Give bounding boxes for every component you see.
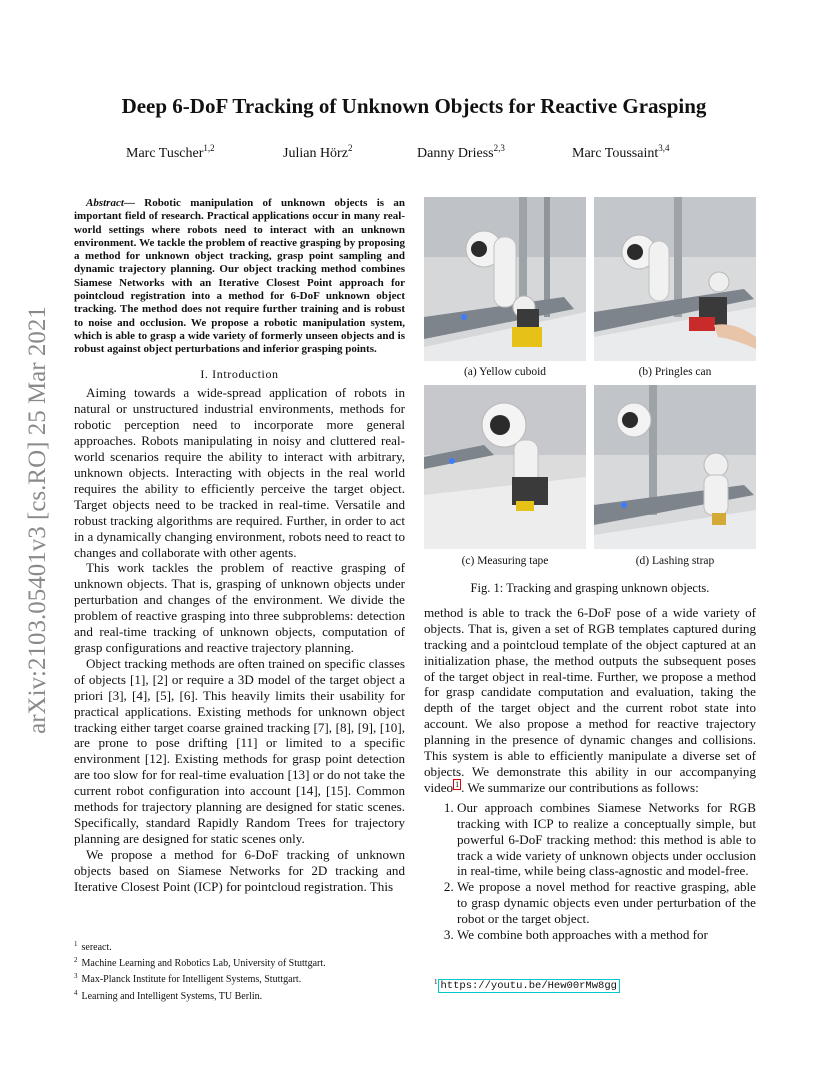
- author-list: [80, 143, 748, 165]
- footnote-reference-link[interactable]: 1: [455, 779, 460, 789]
- body-paragraph: Object tracking methods are often trained on specific classes of objects [1], [2] or require a 3D model of the target object a priori [3], [4], [5], [6]. This heavily limits their usability for practical applications. Existing methods for unknown object tracking either target coarse grained tracking [7], [8], [9], [10], are prone to pose drifting [11] or limited to a specific environment [12]. Existing methods for grasp point detection are too slow for for real-time evaluation [13] or do not take the current robot configuration into account [14], [15]. Common methods for trajectory planning are designed for static scenes. Specifically, standard Rapidly Random Trees for trajectory planning are designed for static scenes only.: [74, 655, 405, 846]
- footnote: [74, 970, 405, 986]
- photo-measuring-tape: [424, 385, 586, 549]
- video-footnote: [434, 978, 620, 992]
- footnote-text: sereact.: [81, 942, 112, 953]
- paper-title: Deep 6-DoF Tracking of Unknown Objects for Reactive Grasping: [121, 94, 707, 118]
- author: [417, 143, 505, 162]
- body-text: method is able to track the 6-DoF pose of a wide variety of objects. That is, given a set of RGB templates captured during tracking and a pointcloud template of the object captured at an initialization phase, the method outputs the subsequent poses of the target object in real-time. Further, we propose a method for grasp candidate computation and evaluation, taking the depth of the target object and the current robot state into account. We also propose a method for reactive trajectory planning in the presence of dynamic changes and collisions. This system is able to efficiently manipulate a diverse set of objects. We demonstrate this ability in our accompanying video: [424, 604, 756, 795]
- footnote-mark: 2: [74, 956, 78, 965]
- subcaption-a: (a) Yellow cuboid: [463, 366, 547, 378]
- left-column: [74, 197, 405, 894]
- body-paragraph: We propose a method for 6-DoF tracking of unknown objects based on Siamese Networks for 2D tracking and Iterative Closest Point (ICP) for pointcloud registration. This: [74, 846, 405, 894]
- abstract: [74, 197, 405, 357]
- author-name: Marc Toussaint: [572, 146, 659, 161]
- abstract-label: Abstract: [86, 197, 124, 209]
- video-link[interactable]: https://youtu.be/Hew00rMw8gg: [438, 979, 620, 993]
- figure-grid: [424, 197, 756, 575]
- subcaption-b: (b) Pringles can: [638, 366, 712, 378]
- footnote: [74, 987, 405, 1003]
- footnotes: [74, 938, 405, 1003]
- body-paragraph: Aiming towards a wide-spread application of robots in natural or unstructured industrial environments, methods for robotic perception need to incorporate more general approaches. Robots manipulating in noisy and cluttered real-world scenarios require the ability to interact with arbitrary, unknown objects. Interacting with objects in the real world requires the ability to efficiently perceive the target object. Target objects need to be tracked in real-time. Versatile and robust tracking algorithms are required. Further, in order to act in a dynamically changing environment, robots need to react to changes and collaborate with other agents.: [74, 385, 405, 560]
- photo-yellow-cuboid: [424, 197, 586, 361]
- list-item: 2. We propose a novel method for reactive grasping, able to grasp dynamic objects even under perturbation of the robot or the target object.: [457, 879, 756, 927]
- author: [126, 143, 215, 162]
- author-affiliation: 2: [347, 143, 353, 153]
- photo-lashing-strap: [594, 385, 756, 549]
- body-text: . We summarize our contributions as follows:: [461, 779, 699, 795]
- footnote-mark: 1: [74, 940, 78, 948]
- list-item: 1. Our approach combines Siamese Networks for RGB tracking with ICP to realize a conceptually simple, but powerful 6-DoF tracking method: this method is able to track a wide variety of unknown objects under occlusion in real-time, while being class-agnostic and model-free.: [457, 800, 756, 880]
- contributions-list: [424, 800, 756, 943]
- footnote-mark: 1: [434, 978, 438, 986]
- footnote-text: Max-Planck Institute for Intelligent Systems, Stuttgart.: [81, 974, 302, 986]
- author-affiliation: 3,4: [658, 143, 670, 153]
- author: [283, 143, 352, 162]
- footnote-text: Learning and Intelligent Systems, TU Berlin.: [81, 990, 263, 1002]
- author-name: Julian Hörz: [283, 146, 348, 161]
- footnote-mark: 3: [74, 972, 78, 981]
- author-affiliation: 2,3: [493, 143, 505, 153]
- section-heading: I. Introduction: [200, 366, 279, 381]
- author: [572, 143, 670, 162]
- footnote: [74, 954, 405, 970]
- arxiv-identifier: [10, 285, 65, 755]
- abstract-separator: —: [123, 197, 145, 209]
- footnote-mark: 4: [74, 988, 78, 997]
- arxiv-identifier-text: arXiv:2103.05401v3 [cs.RO] 25 Mar 2021: [23, 306, 51, 734]
- body-paragraph: This work tackles the problem of reactive grasping of unknown objects. That is, grasping of unknown objects under perturbation and changes of the environment. We divide the problem of reactive grasping into three subproblems: detection and real-time tracking of unknown objects, computation of grasp configurations and reactive trajectory planning.: [74, 560, 405, 655]
- list-item: 3. We combine both approaches with a method for: [457, 927, 756, 943]
- subcaption-c: (c) Measuring tape: [461, 555, 549, 567]
- author-affiliation: 1,2: [203, 143, 215, 153]
- footnote: [74, 938, 405, 954]
- right-column: [424, 197, 756, 943]
- author-name: Marc Tuscher: [126, 146, 204, 161]
- body-paragraph: [424, 605, 756, 796]
- figure-caption: Fig. 1: Tracking and grasping unknown objects.: [470, 581, 710, 595]
- footnote-text: Machine Learning and Robotics Lab, University of Stuttgart.: [81, 958, 326, 970]
- photo-pringles-can: [594, 197, 756, 361]
- abstract-text: Robotic manipulation of unknown objects is an important field of research. Practical applications occur in many real-world settings where robots need to interact with an unknown environment. We tackle the problem of reactive grasping by proposing a method for unknown object tracking, grasp point sampling and dynamic trajectory planning. Our object tracking method combines Siamese Networks with an Iterative Closest Point approach for pointcloud registration into a method for 6-DoF unknown object tracking. The method does not require further training and is robust to noise and occlusion. We propose a robotic manipulation system, which is able to grasp a wide variety of formerly unseen objects and is robust against object perturbations and inferior grasping points.: [74, 197, 405, 356]
- subcaption-d: (d) Lashing strap: [635, 555, 715, 567]
- author-name: Danny Driess: [417, 146, 494, 161]
